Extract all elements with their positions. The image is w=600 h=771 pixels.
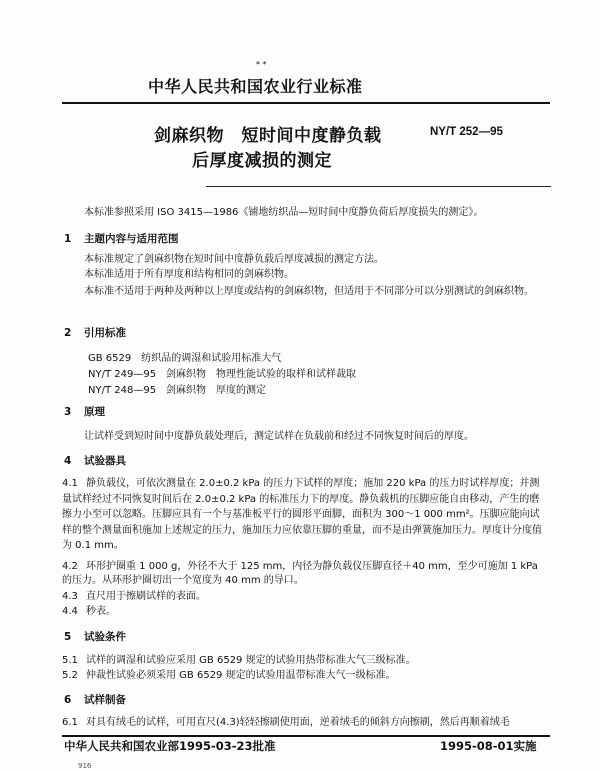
section-title: 原理 <box>84 406 105 418</box>
section-number: 3 <box>64 406 72 418</box>
clause-number: 6.1 <box>62 717 78 728</box>
approval-line: 中华人民共和国农业部1995-03-23批准 <box>64 739 276 753</box>
clause-text: 秒表。 <box>86 606 116 617</box>
section-number: 6 <box>64 694 72 706</box>
intro-paragraph: 本标准参照采用 ISO 3415—1986《铺地纺织品—短时间中度静负荷后厚度损失的测定》。 <box>84 207 484 218</box>
section-number: 2 <box>64 327 72 339</box>
clause-6-1 <box>62 716 546 730</box>
clause-4-1 <box>62 476 546 554</box>
title-divider <box>206 186 551 187</box>
section-2-heading <box>64 325 126 340</box>
clause-4-3 <box>62 590 546 604</box>
reference-item: GB 6529 纺织品的调湿和试验用标准大气 <box>88 353 282 364</box>
page-number: 916 <box>78 762 92 770</box>
reference-item: NY/T 249—95 剑麻织物 物理性能试验的取样和试样裁取 <box>88 369 357 380</box>
document-title-line-1: 剑麻织物 短时间中度静负载 <box>154 126 382 146</box>
clause-number: 4.4 <box>62 606 78 617</box>
section-6-heading <box>64 692 126 707</box>
clause-text: 静负载仪，可依次测量在 2.0±0.2 kPa 的压力下试样的厚度；施加 220 kPa 的压力时试样厚度；并测量试样经过不同恢复时间后在 2.0±0.2 kPa 的标准压力下的厚度。静负载机的压脚应能自由移动，产生的磨擦力小至可以忽略。压脚应具有一个与基准板平行的圆形平面脚，面积为 300～1 000 mm²。压脚应能向试样的整个测量面积施加上述规定的压力，施加压力应依靠压脚的重量，而不是由弹簧施加压力。厚度计分度值为 0.1 mm。 <box>62 478 542 551</box>
footer-divider <box>62 735 550 737</box>
section-1-heading <box>64 231 179 246</box>
section-title: 试样制备 <box>84 694 126 706</box>
clause-text: 直尺用于擦刷试样的表面。 <box>86 591 206 602</box>
section-1-paragraph-3: 本标准不适用于两种及两种以上厚度或结构的剑麻织物，但适用于不同部分可以分别测试的剑麻织物。 <box>84 286 534 297</box>
section-title: 引用标准 <box>84 327 126 339</box>
clause-number: 5.1 <box>62 655 78 666</box>
clause-text: 试样的调湿和试验应采用 GB 6529 规定的试验用热带标准大气三级标准。 <box>86 655 416 666</box>
clause-4-2 <box>62 560 546 588</box>
section-number: 4 <box>64 455 72 467</box>
clause-number: 4.1 <box>62 478 78 489</box>
clause-number: 5.2 <box>62 670 78 681</box>
section-5-heading <box>64 629 126 644</box>
clause-text: 环形护圈重 1 000 g，外径不大于 125 mm，内径为静负载仪压脚直径＋40 mm，至少可施加 1 kPa 的压力。从环形护圈切出一个宽度为 40 mm 的导口。 <box>62 561 538 586</box>
section-3-paragraph: 让试样受到短时间中度静负载处理后，测定试样在负载前和经过不同恢复时间后的厚度。 <box>84 431 474 442</box>
effective-date: 1995-08-01实施 <box>440 739 537 753</box>
section-title: 试验器具 <box>84 455 126 467</box>
document-title-line-2: 后厚度减损的测定 <box>192 151 332 171</box>
reference-item: NY/T 248—95 剑麻织物 厚度的测定 <box>88 385 267 396</box>
issuing-organization: 中华人民共和国农业行业标准 <box>148 77 363 96</box>
clause-5-2 <box>62 669 546 683</box>
clause-4-4 <box>62 605 546 619</box>
section-number: 1 <box>64 233 72 245</box>
clause-number: 4.3 <box>62 591 78 602</box>
clause-text: 仲裁性试验必须采用 GB 6529 规定的试验用温带标准大气一级标准。 <box>86 670 396 681</box>
header-mark: * * <box>256 60 267 69</box>
section-1-paragraph-1: 本标准规定了剑麻织物在短时间中度静负载后厚度减损的测定方法。 <box>84 254 384 265</box>
header-divider <box>62 102 550 104</box>
clause-number: 4.2 <box>62 561 78 572</box>
section-4-heading <box>64 453 126 468</box>
section-number: 5 <box>64 631 72 643</box>
section-1-paragraph-2: 本标准适用于所有厚度和结构相同的剑麻织物。 <box>84 269 294 280</box>
standard-number: NY/T 252—95 <box>430 126 503 138</box>
clause-5-1 <box>62 654 546 668</box>
section-title: 试验条件 <box>84 631 126 643</box>
section-title: 主题内容与适用范围 <box>84 233 179 245</box>
section-3-heading <box>64 404 105 419</box>
clause-text: 对具有绒毛的试样，可用直尺(4.3)轻轻擦刷使用面，逆着绒毛的倾斜方向擦刷，然后再顺着绒毛 <box>86 717 510 728</box>
